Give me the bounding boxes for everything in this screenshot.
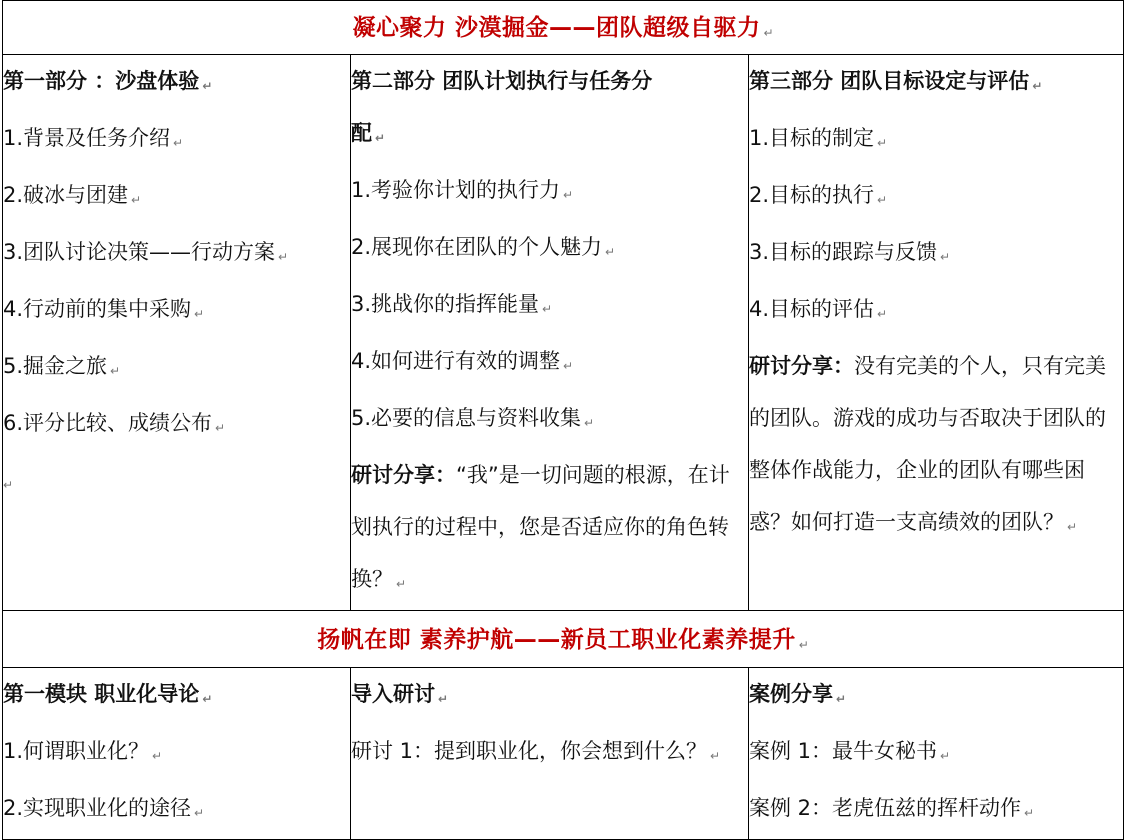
paragraph-mark-icon: ↵ [836,692,847,706]
cases-cell [749,668,1124,840]
part3-heading: 第三部分 团队目标设定与评估 [749,69,1030,93]
paragraph-mark-icon: ↵ [798,638,809,652]
part2-cell [351,55,749,611]
paragraph-mark-icon: ↵ [375,131,386,145]
paragraph-mark-icon: ↵ [131,193,142,207]
case-item: 案例 1：最牛女秘书 [749,739,938,763]
paragraph-mark-icon: ↵ [940,250,951,264]
paragraph-mark-icon: ↵ [438,692,449,706]
part2-heading [351,55,748,107]
module1-item: 2.实现职业化的途径 [3,796,192,820]
paragraph-mark-icon: ↵ [763,26,774,40]
part2-item: 5.必要的信息与资料收集 [351,406,582,430]
part1-heading: 第一部分 ：沙盘体验 [3,69,200,93]
part3-item: 3.目标的跟踪与反馈 [749,240,938,264]
part2-item: 2.展现你在团队的个人魅力 [351,235,603,259]
paragraph-mark-icon: ↵ [542,302,553,316]
paragraph-mark-icon: ↵ [710,749,721,763]
part2-item: 1.考验你计划的执行力 [351,178,561,202]
module1-heading: 第一模块 职业化导论 [3,682,200,706]
paragraph-mark-icon: ↵ [278,250,289,264]
part1-item: 5.掘金之旅 [3,354,108,378]
intro-cell [351,668,749,840]
paragraph-mark-icon: ↵ [202,692,213,706]
part1-item: 4.行动前的集中采购 [3,297,192,321]
paragraph-mark-icon: ↵ [1067,520,1078,534]
paragraph-mark-icon: ↵ [563,188,574,202]
paragraph-mark-icon: ↵ [940,749,951,763]
part2-discussion-text: “我”是一切问题的根源，在计划执行的过程中，您是否适应你的角色转换？ [351,463,730,591]
title-cell [3,1,1124,55]
part3-discussion-text: 没有完美的个人，只有完美的团队。游戏的成功与否取决于团队的整体作战能力，企业的团队有哪些困惑？如何打造一支高绩效的团队？ [749,354,1106,534]
section2-title: 扬帆在即 素养护航——新员工职业化素养提升 [317,627,796,653]
course-outline-table [2,0,1124,840]
paragraph-mark-icon: ↵ [215,421,226,435]
part3-item: 1.目标的制定 [749,126,875,150]
paragraph-mark-icon: ↵ [563,359,574,373]
paragraph-mark-icon: ↵ [110,364,121,378]
part1-item: 6.评分比较、成绩公布 [3,411,213,435]
module1-item: 1.何谓职业化？ [3,739,150,763]
section2-title-cell [3,611,1124,668]
paragraph-mark-icon: ↵ [877,136,888,150]
part3-item: 2.目标的执行 [749,183,875,207]
paragraph-mark-icon: ↵ [152,749,163,763]
case-item: 案例 2：老虎伍兹的挥杆动作 [749,796,1022,820]
cases-heading: 案例分享 [749,682,833,706]
part2-heading-line2: 配 [351,121,372,145]
intro-text: 研讨 1：提到职业化，你会想到什么？ [351,739,708,763]
paragraph-mark-icon: ↵ [1024,806,1035,820]
paragraph-mark-icon: ↵ [584,416,595,430]
paragraph-mark-icon: ↵ [877,193,888,207]
paragraph-mark-icon: ↵ [194,307,205,321]
part1-item: 3.团队讨论决策——行动方案 [3,240,276,264]
paragraph-mark-icon: ↵ [1032,79,1043,93]
part3-discussion-label: 研讨分享： [749,354,854,378]
part3-cell [749,55,1124,611]
paragraph-mark-icon: ↵ [3,478,14,492]
paragraph-mark-icon: ↵ [202,79,213,93]
intro-heading: 导入研讨 [351,682,435,706]
document-title: 凝心聚力 沙漠掘金——团队超级自驱力 [352,15,761,41]
part2-discussion-label: 研讨分享： [351,463,456,487]
paragraph-mark-icon: ↵ [194,806,205,820]
part2-item: 4.如何进行有效的调整 [351,349,561,373]
part1-cell [3,55,351,611]
part1-item: 2.破冰与团建 [3,183,129,207]
module1-cell [3,668,351,840]
part1-item: 1.背景及任务介绍 [3,126,171,150]
part2-heading-line1: 第二部分 团队计划执行与任务分 [351,69,653,93]
paragraph-mark-icon: ↵ [173,136,184,150]
paragraph-mark-icon: ↵ [396,577,407,591]
part2-item: 3.挑战你的指挥能量 [351,292,540,316]
part3-item: 4.目标的评估 [749,297,875,321]
paragraph-mark-icon: ↵ [605,245,616,259]
paragraph-mark-icon: ↵ [877,307,888,321]
